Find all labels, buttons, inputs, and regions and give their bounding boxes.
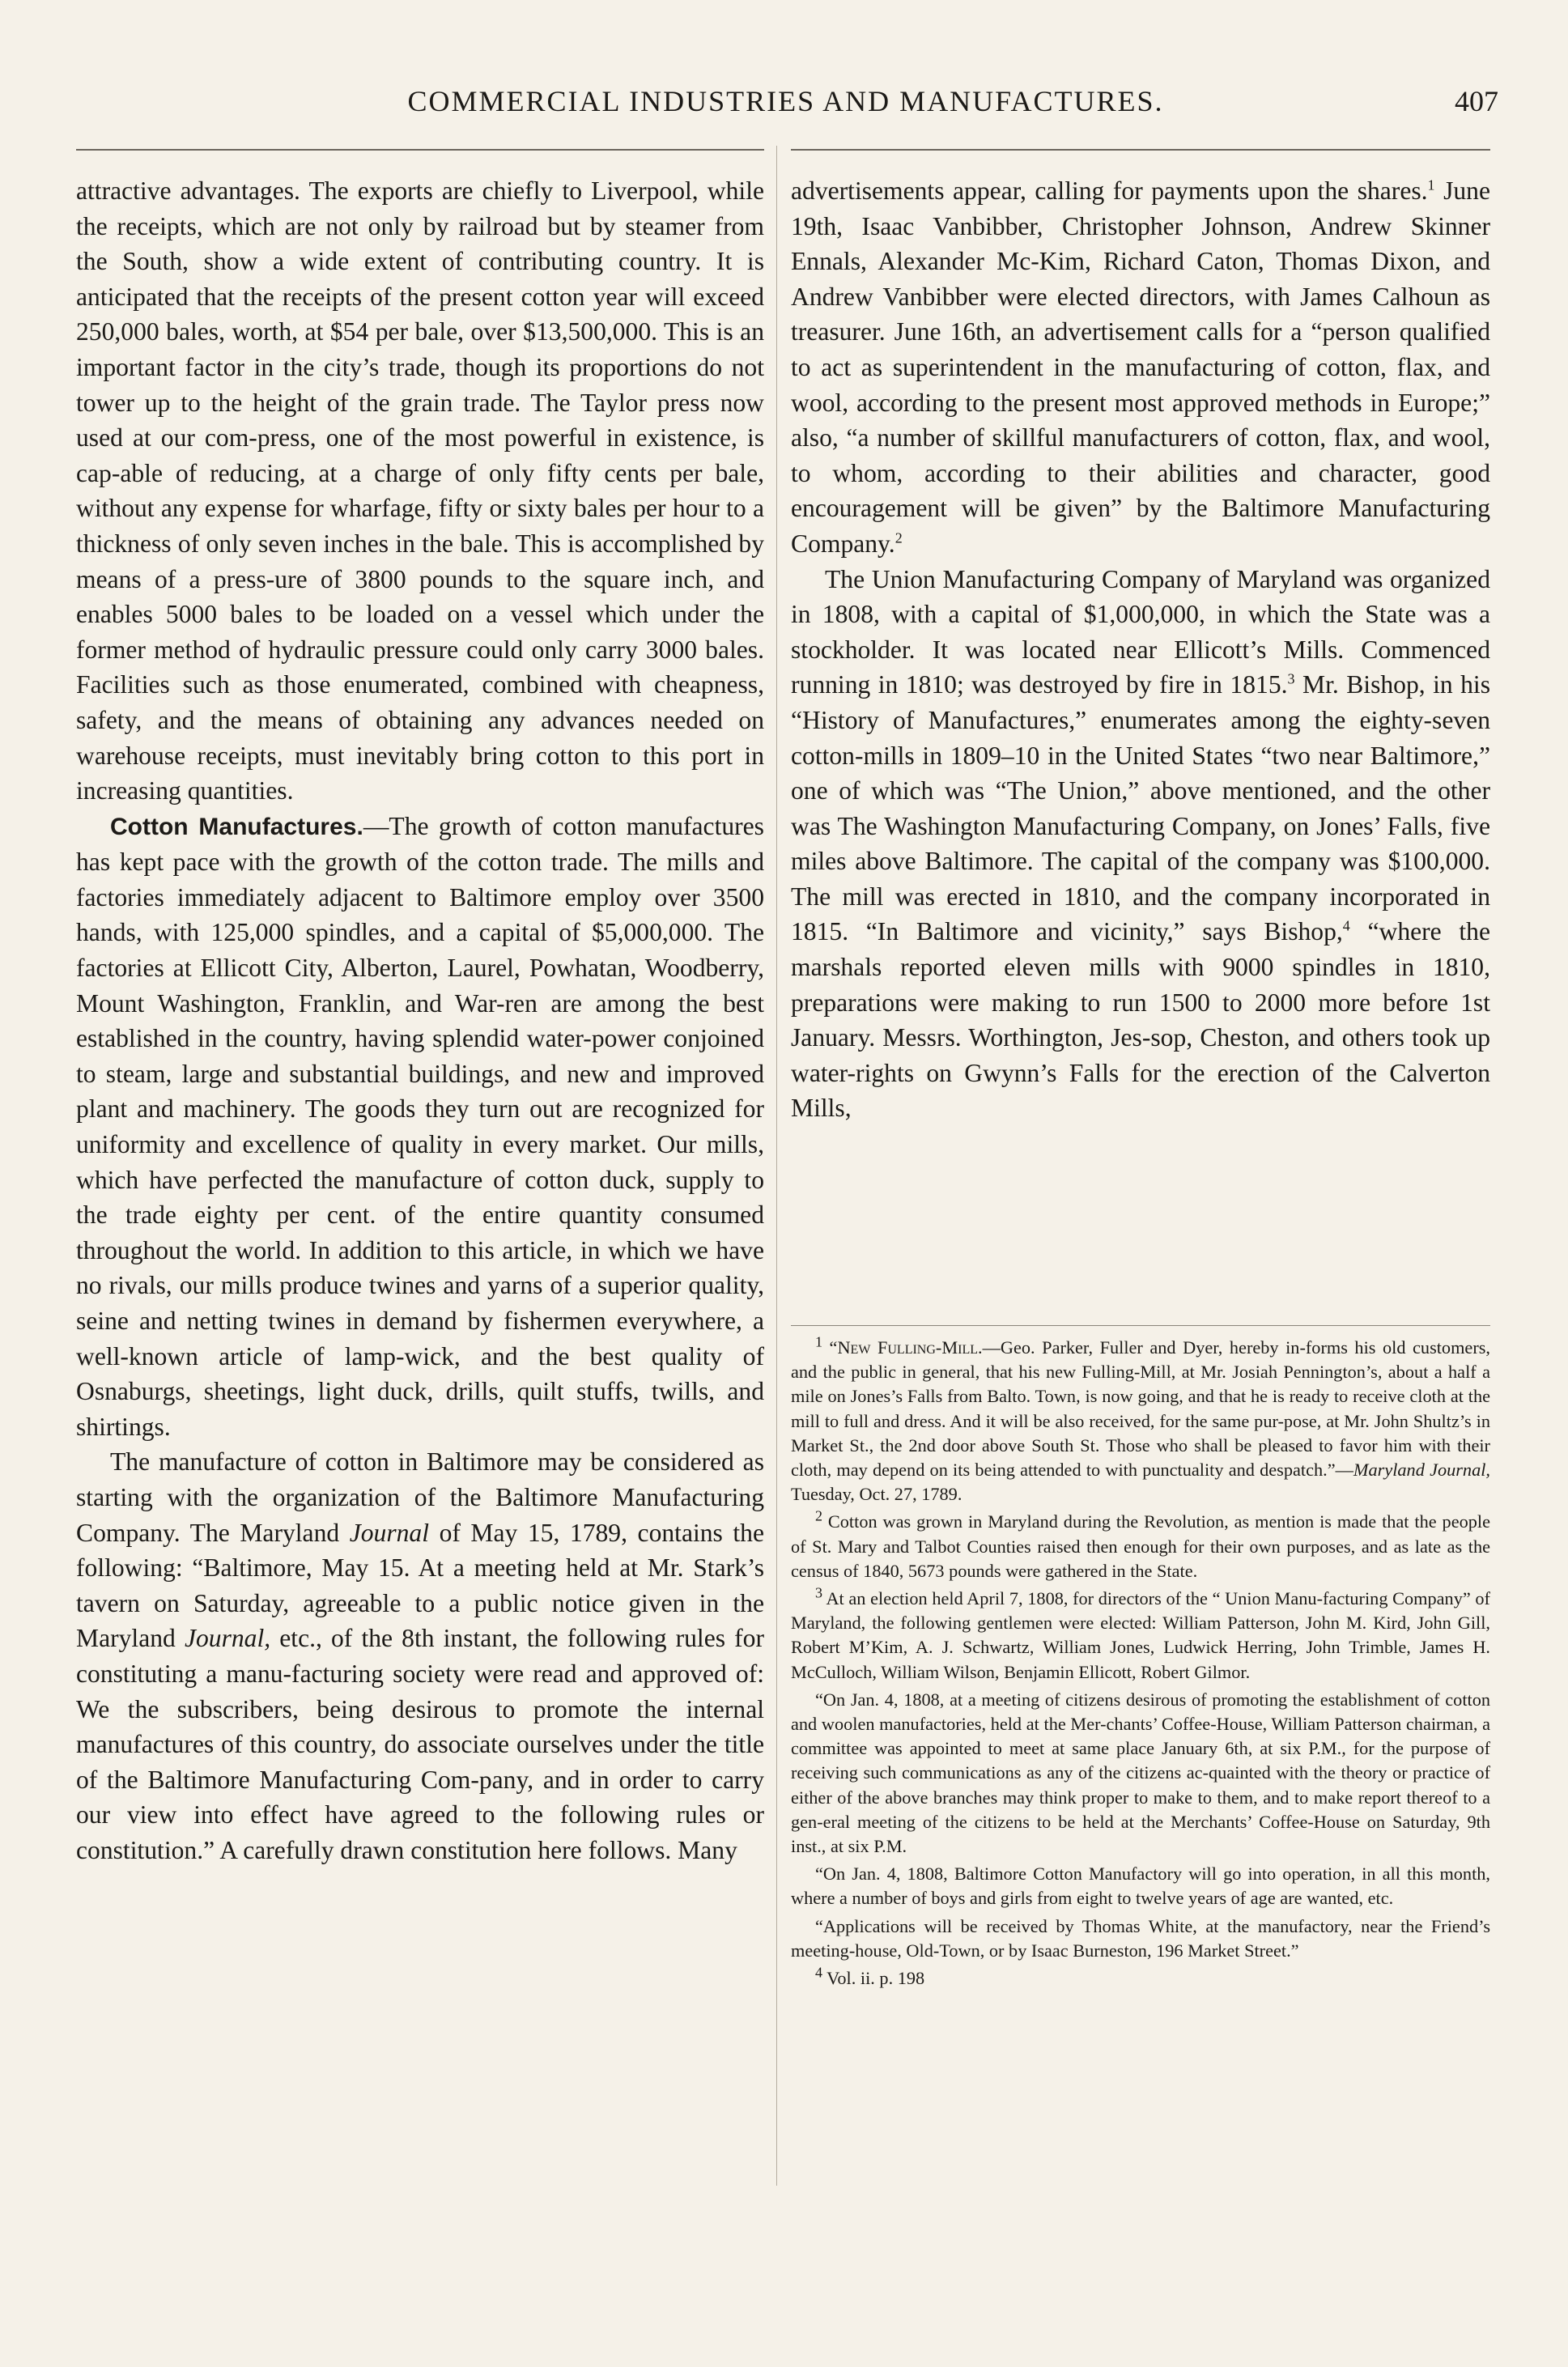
footnote (791, 1510, 1490, 1583)
footnote-rule (791, 1325, 1490, 1326)
paragraph-text: June 19th, Isaac Vanbibber, Christopher Johnson, Andrew Skinner Ennals, Alexander Mc-Kim, Richard Caton, Thomas Dixon, and Andrew Vanbibber were elected directors, with James Calhoun as treasurer. June 16th, an advertisement calls for a “person qualified to act as superintendent in the manufacturing of cotton, flax, and wool, according to the present most approved methods in Europe;” also, “a number of skillful manufacturers of cotton, flax, and wool, to whom, according to their abilities and character, good encouragement will be given” by the Baltimore Manufacturing Company. (791, 176, 1490, 558)
italic-title: Journal, (184, 1624, 271, 1653)
footnote-ref[interactable]: 3 (1287, 670, 1295, 687)
footnote-text: At an election held April 7, 1808, for directors of the “ Union Manu-facturing Company” of Maryland, the following gentlemen were elected: William Patterson, John M. Kird, John Gill, Robert M’Kim, A. J. Schwartz, William Jones, Ludwick Herring, John Trimble, James H. McCulloch, William Wilson, Benjamin Ellicott, Robert Gilmor. (791, 1588, 1490, 1682)
paragraph-text: etc., of the 8th instant, the following rules for constituting a manu-facturing society were read and approved of: We the subscribers, being desirous to promote the internal manufactures of this country, do associate ourselves under the title of the Baltimore Manufacturing Com-pany, and in order to carry our view into effect have agreed to the following rules or constitution.” A carefully drawn constitution here follows. Many (76, 1624, 764, 1864)
footnote-number: 3 (815, 1584, 822, 1601)
paragraph-text: Mr. Bishop, in his “History of Manufactures,” enumerates among the eighty-seven cotton-mills in 1809–10 in the United States “two near Baltimore,” one of which was “The Union,” above mentioned, and the other was The Washington Manufacturing Company, on Jones’ Falls, five miles above Baltimore. The capital of the company was $100,000. The mill was erected in 1810, and the company incorporated in 1815. “In Baltimore and vicinity,” says Bishop, (791, 670, 1491, 946)
page-number: 407 (1455, 85, 1498, 117)
paragraph-text: The Union Manufacturing Company of Maryland was organized in 1808, with a capital of $1,000,000, in which the State was a stockholder. It was located near Ellicott’s Mills. Commenced running in 1810; was destroyed by fire in 1815. (791, 564, 1490, 699)
paragraph-text: The manufacture of cotton in Baltimore may be considered as starting with the organization of the Baltimore Manufacturing Company. The Maryland (76, 1447, 764, 1547)
left-column (76, 173, 764, 1868)
footnote-continuation: “On Jan. 4, 1808, Baltimore Cotton Manufactory will go into operation, in all this month, where a number of boys and girls from eight to twelve years of age are wanted, etc. (791, 1863, 1490, 1909)
footnote-source: Maryland Journal, (1353, 1460, 1491, 1481)
footnote-number: 1 (815, 1333, 822, 1350)
paragraph (76, 1444, 764, 1868)
footnote-ref[interactable]: 4 (1342, 917, 1350, 934)
paragraph: attractive advantages. The exports are chiefly to Liverpool, while the receipts, which are not only by railroad but by steamer from the South, show a wide extent of contributing country. It is anticipated that the receipts of the present cotton year will exceed 250,000 bales, worth, at $54 per bale, over $13,500,000. This is an important factor in the city’s trade, though its proportions do not tower up to the height of the grain trade. The Taylor press now used at our com-press, one of the most powerful in existence, is cap-able of reducing, at a charge of only fifty cents per bale, without any expense for wharfage, fifty or sixty bales per hour to a thickness of only seven inches in the bale. This is accomplished by means of a press-ure of 3800 pounds to the square inch, and enables 5000 bales to be loaded on a vessel which under the former method of hydraulic pressure could only carry 3000 bales. Facilities such as those enumerated, combined with cheapness, safety, and the means of obtaining any advances needed on warehouse receipts, must inevitably bring cotton to this port in increasing quantities. (76, 176, 764, 805)
header-rule-left (76, 149, 764, 151)
page-header (73, 84, 1498, 133)
paragraph (76, 809, 764, 1445)
footnote-title: “New Fulling-Mill. (829, 1337, 983, 1358)
paragraph (791, 562, 1490, 1127)
header-rule-right (791, 149, 1490, 151)
footnote-ref[interactable]: 2 (894, 529, 903, 546)
footnote-date: Tuesday, Oct. 27, 1789. (791, 1484, 962, 1505)
footnote (791, 1584, 1490, 1685)
footnote-continuation: “Applications will be received by Thomas White, at the manufactory, near the Friend’s meeting-house, Old-Town, or by Isaac Burneston, 196 Market Street.” (791, 1915, 1490, 1961)
paragraph-text: “where the marshals reported eleven mills with 9000 spindles in 1810, preparations were making to run 1500 to 2000 more before 1st January. Messrs. Worthington, Jes-sop, Cheston, and others took up water-rights on Gwynn’s Falls for the erection of the Calverton Mills, (791, 917, 1490, 1123)
paragraph-text: —The growth of cotton manufactures has kept pace with the growth of the cotton trade. The mills and factories immediately adjacent to Baltimore employ over 3500 hands, with 125,000 spindles, and a capital of $5,000,000. The factories at Ellicott City, Alberton, Laurel, Powhatan, Woodberry, Mount Washington, Franklin, and War-ren are among the best established in the country, having splendid water-power conjoined to steam, large and substantial buildings, and new and improved plant and machinery. The goods they turn out are recognized for uniformity and excellence of quality in every market. Our mills, which have perfected the manufacture of cotton duck, supply to the trade eighty per cent. of the entire quantity consumed throughout the world. In addition to this article, in which we have no rivals, our mills produce twines and yarns of a superior quality, seine and netting twines in demand by fishermen everywhere, a well-known article of lamp-wick, and the best quality of Osnaburgs, sheetings, light duck, drills, quilt stuffs, twills, and shirtings. (76, 811, 764, 1441)
right-column (791, 173, 1490, 1126)
footnote (791, 1333, 1491, 1506)
footnote-continuation: “On Jan. 4, 1808, at a meeting of citizens desirous of promoting the establishment of cotton and woolen manufactories, held at the Mer-chants’ Coffee-House, William Patterson chairman, a committee was appointed to meet at same place January 6th, at six P.M., for the purpose of receiving such communications as any of the citizens ac-quainted with the theory or practice of either of the above branches may think proper to make to them, and to make report thereof to a gen-eral meeting of the citizens to be held at the Merchants’ Coffee-House on Saturday, 9th inst., at six P.M. (791, 1689, 1490, 1857)
paragraph-text: of May 15, 1789, contains the following: “Baltimore, May 15. At a meeting held at Mr. Stark’s tavern on Saturday, agreeable to a public notice given in the Maryland (76, 1518, 764, 1653)
footnote-number: 4 (815, 1964, 822, 1981)
footnote-text: Vol. ii. p. 198 (826, 1968, 925, 1989)
footnote-text: —Geo. Parker, Fuller and Dyer, hereby in-forms his old customers, and the public in general, that his new Fulling-Mill, at Mr. Josiah Pennington’s, about a half a mile on Jones’s Falls from Balto. Town, is now going, and that he is ready to receive cloth at the mill to full and dress. And it will be also received, for the same pur-pose, at Mr. John Shultz’s in Market St., the 2nd door above South St. Those who shall be pleased to favor him with their cloth, may depend on its being attended to with punctuality and despatch.”— (791, 1337, 1490, 1481)
italic-title: Journal (349, 1518, 430, 1547)
footnote-number: 2 (815, 1508, 822, 1524)
paragraph-text: advertisements appear, calling for payments upon the shares. (791, 176, 1428, 205)
footnote-text: Cotton was grown in Maryland during the Revolution, as mention is made that the people of St. Mary and Talbot Counties raised then enough for their own purposes, and as late as the census of 1840, 5673 pounds were gathered in the State. (791, 1511, 1490, 1581)
footnotes (791, 1333, 1491, 1994)
section-heading: Cotton Manufactures. (110, 813, 363, 840)
footnote-ref[interactable]: 1 (1427, 176, 1435, 193)
running-head: COMMERCIAL INDUSTRIES AND MANUFACTURES. (407, 85, 1164, 117)
footnote (791, 1966, 1490, 1991)
paragraph (791, 173, 1490, 562)
column-divider (776, 146, 777, 2186)
